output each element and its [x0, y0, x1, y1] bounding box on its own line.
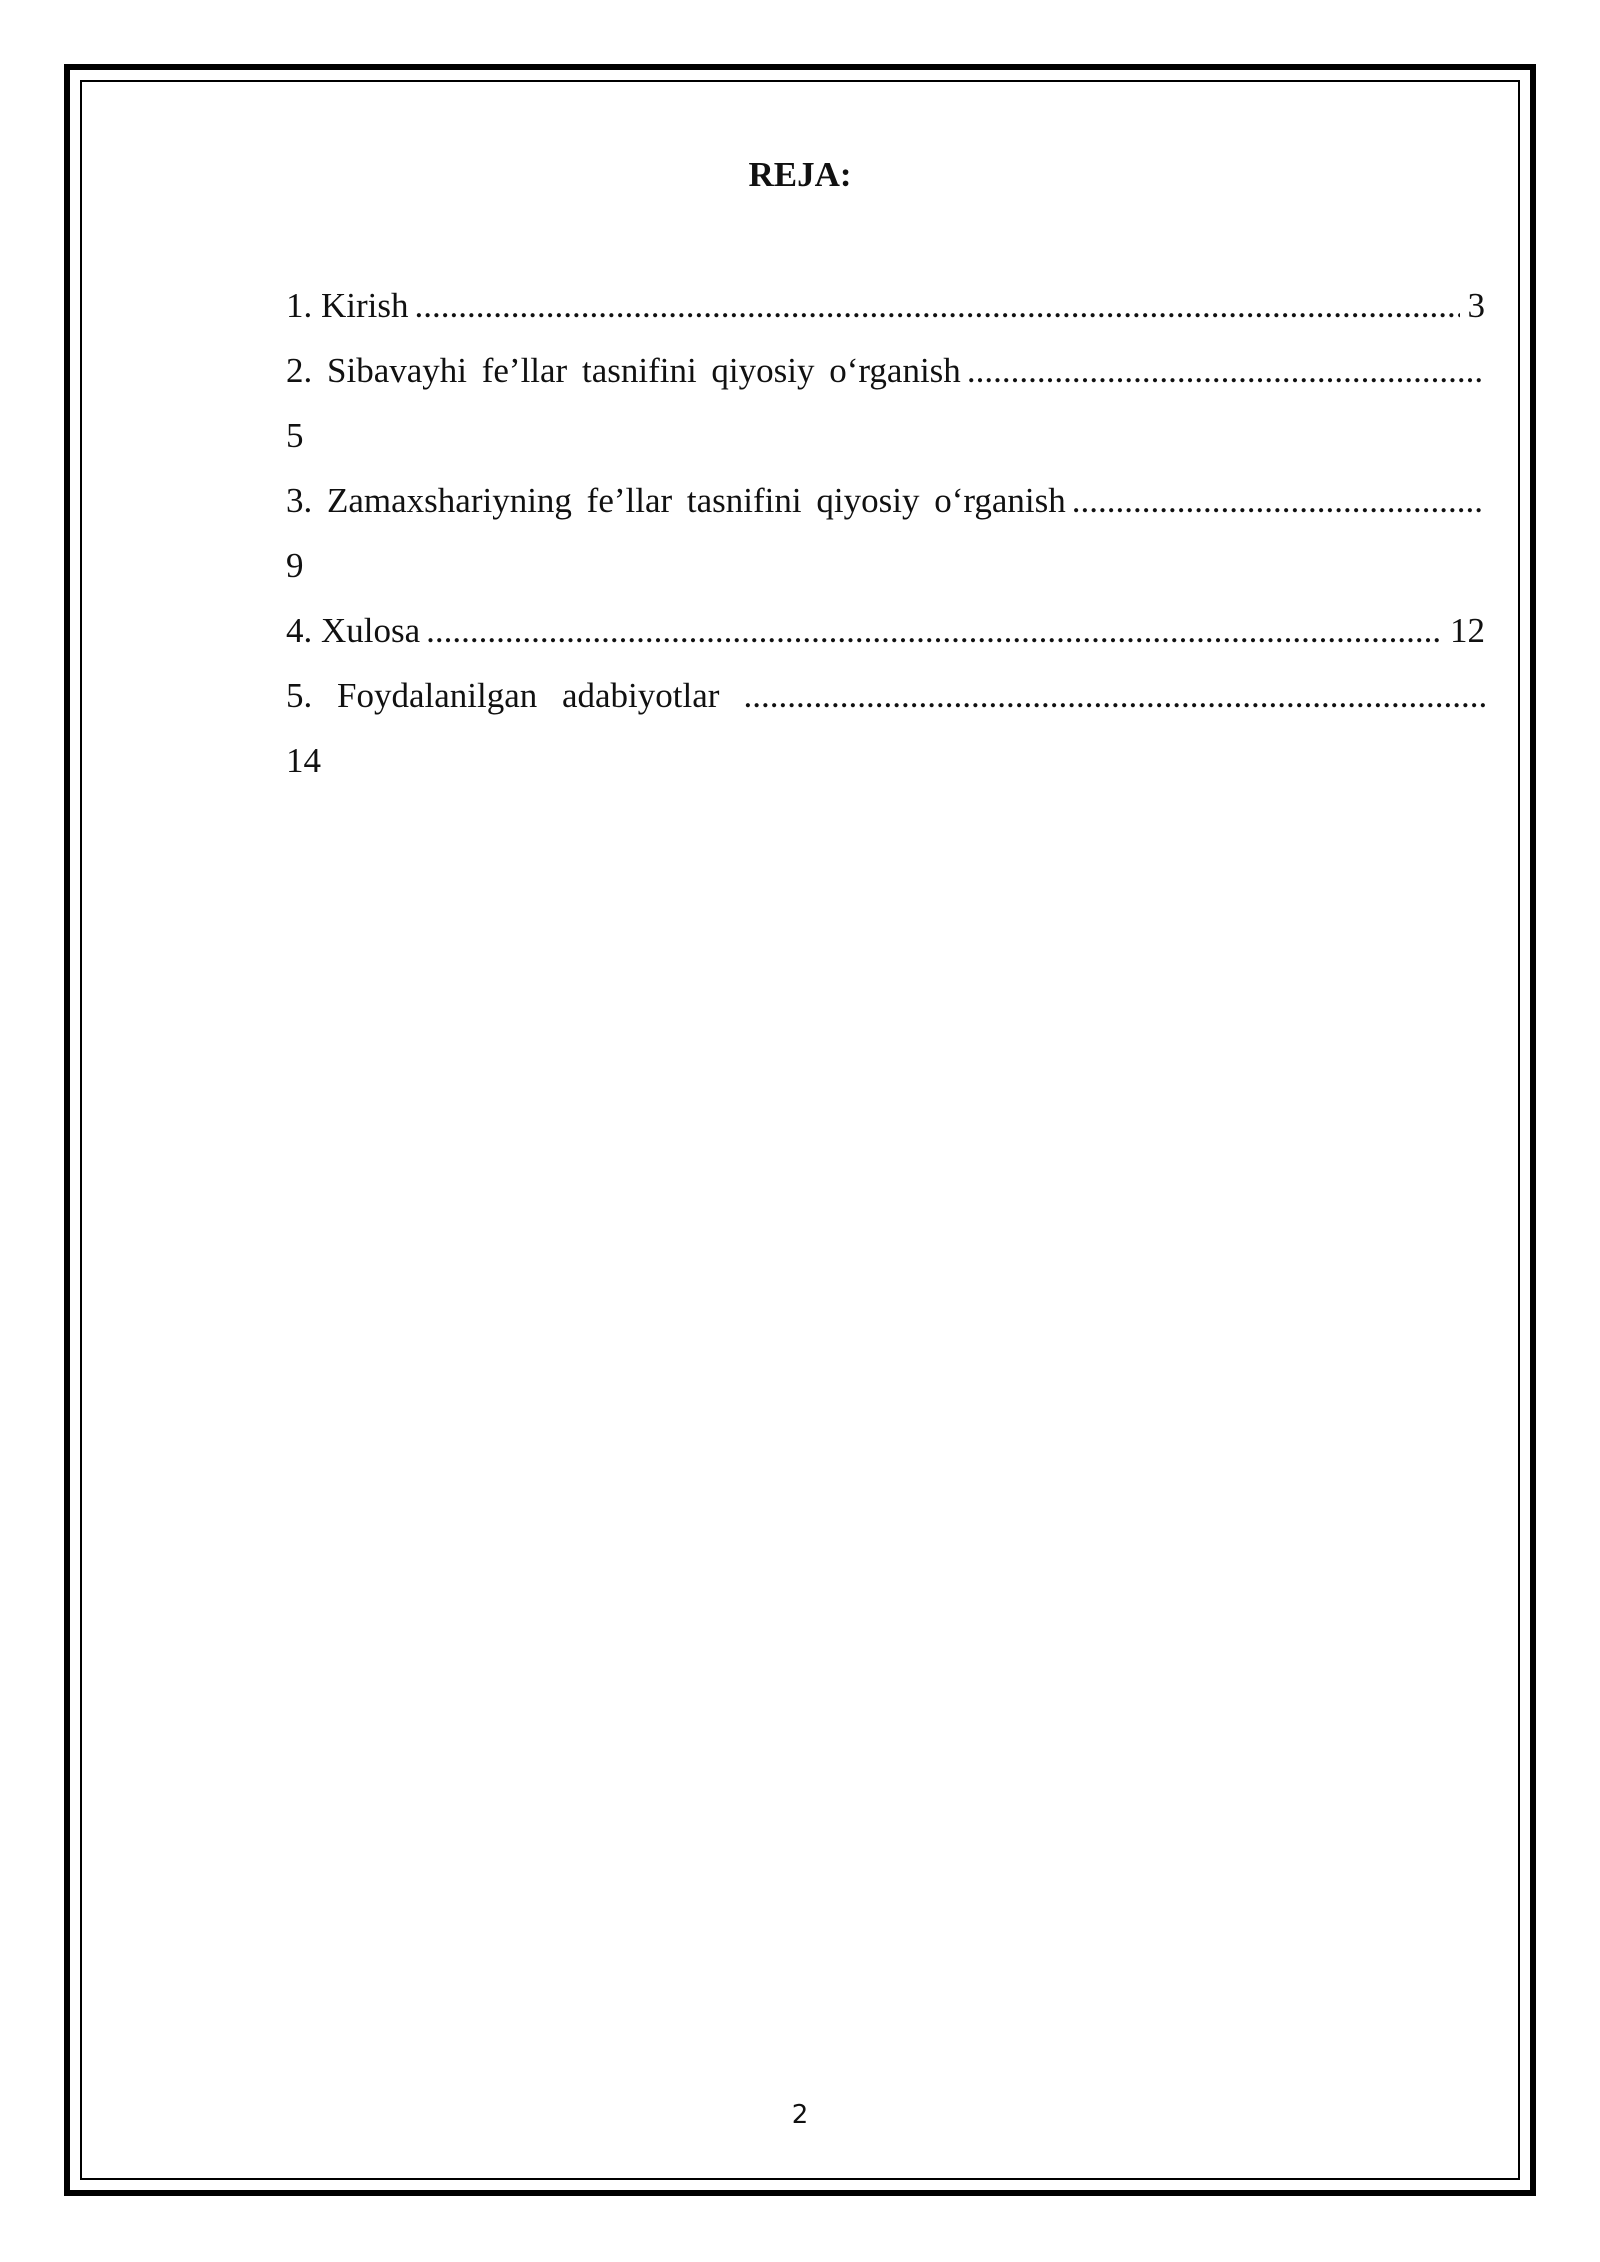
toc-entry-page: 3 — [1467, 286, 1485, 325]
toc-entry-page-wrapped: 9 — [286, 546, 304, 585]
page-number: 2 — [791, 2100, 809, 2130]
toc-entry-xulosa[interactable] — [286, 608, 1485, 673]
toc-entry-page: 12 — [1450, 611, 1485, 650]
toc-leader-dots — [961, 348, 1485, 393]
toc-entry-label: 1. Kirish — [286, 286, 409, 325]
toc-entry-label: 5. Foydalanilgan adabiyotlar — [286, 676, 720, 715]
toc-entry-sibavayhi[interactable] — [286, 348, 1485, 413]
toc-leader-dots — [719, 673, 1485, 718]
toc-entry-label: 3. Zamaxshariyning fe’llar tasnifini qiyosiy o‘rganish — [286, 481, 1066, 520]
table-of-contents — [286, 283, 1485, 803]
toc-leader-dots — [1066, 478, 1485, 523]
toc-entry-adabiyotlar[interactable] — [286, 673, 1485, 738]
page-title: REJA: — [748, 155, 852, 194]
toc-leader-dots — [409, 283, 1460, 328]
toc-entry-label: 4. Xulosa — [286, 611, 421, 650]
toc-entry-kirish[interactable] — [286, 283, 1485, 348]
toc-entry-page-wrapped: 14 — [286, 741, 321, 780]
toc-entry-page-wrapped: 5 — [286, 416, 304, 455]
toc-entry-label: 2. Sibavayhi fe’llar tasnifini qiyosiy o‘rganish — [286, 351, 961, 390]
toc-entry-zamaxshariy[interactable] — [286, 478, 1485, 543]
toc-leader-dots — [420, 608, 1442, 653]
